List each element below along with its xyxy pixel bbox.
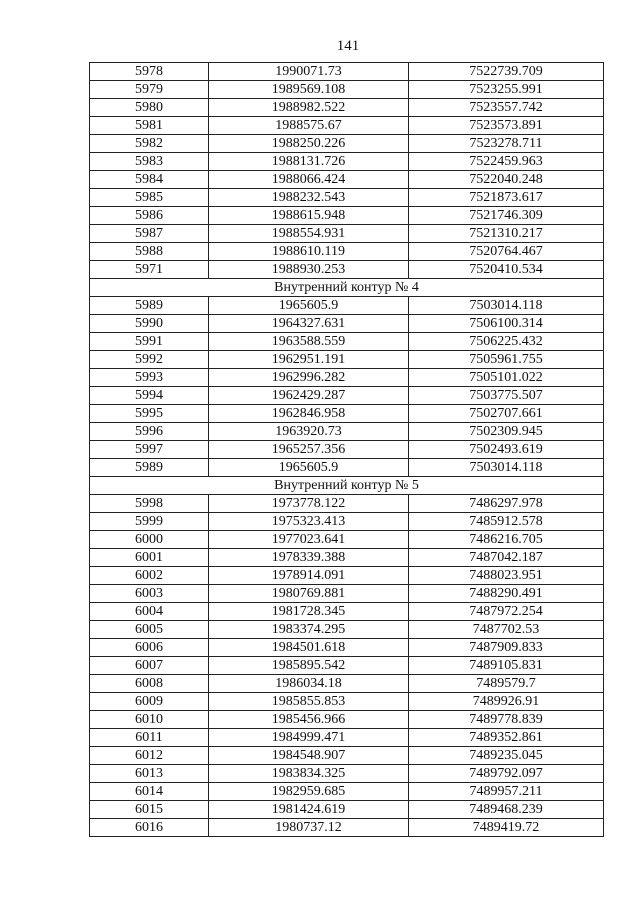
point-number-cell: 5984 xyxy=(90,171,209,189)
y-coordinate-cell: 7523557.742 xyxy=(409,99,604,117)
page-number: 141 xyxy=(336,38,360,54)
x-coordinate-cell: 1962846.958 xyxy=(209,405,409,423)
section-header-row xyxy=(90,477,604,495)
y-coordinate-cell: 7503775.507 xyxy=(409,387,604,405)
x-coordinate-cell: 1980737.12 xyxy=(209,819,409,837)
point-number-cell: 5990 xyxy=(90,315,209,333)
x-coordinate-cell: 1975323.413 xyxy=(209,513,409,531)
point-number-cell: 5992 xyxy=(90,351,209,369)
point-number-cell: 6000 xyxy=(90,531,209,549)
x-coordinate-cell: 1964327.631 xyxy=(209,315,409,333)
y-coordinate-cell: 7522459.963 xyxy=(409,153,604,171)
x-coordinate-cell: 1977023.641 xyxy=(209,531,409,549)
table-row xyxy=(90,801,604,819)
y-coordinate-cell: 7489105.831 xyxy=(409,657,604,675)
point-number-cell: 6011 xyxy=(90,729,209,747)
table-row xyxy=(90,351,604,369)
x-coordinate-cell: 1988131.726 xyxy=(209,153,409,171)
table-row xyxy=(90,405,604,423)
point-number-cell: 6014 xyxy=(90,783,209,801)
x-coordinate-cell: 1986034.18 xyxy=(209,675,409,693)
point-number-cell: 6005 xyxy=(90,621,209,639)
section-title: Внутренний контур № 5 xyxy=(90,477,604,495)
y-coordinate-cell: 7488023.951 xyxy=(409,567,604,585)
x-coordinate-cell: 1983834.325 xyxy=(209,765,409,783)
table-row xyxy=(90,549,604,567)
x-coordinate-cell: 1965605.9 xyxy=(209,297,409,315)
table-row xyxy=(90,315,604,333)
x-coordinate-cell: 1988250.226 xyxy=(209,135,409,153)
y-coordinate-cell: 7489468.239 xyxy=(409,801,604,819)
table-row xyxy=(90,99,604,117)
point-number-cell: 5980 xyxy=(90,99,209,117)
table-row xyxy=(90,783,604,801)
x-coordinate-cell: 1988930.253 xyxy=(209,261,409,279)
x-coordinate-cell: 1988575.67 xyxy=(209,117,409,135)
x-coordinate-cell: 1988066.424 xyxy=(209,171,409,189)
point-number-cell: 5989 xyxy=(90,297,209,315)
x-coordinate-cell: 1973778.122 xyxy=(209,495,409,513)
table-row xyxy=(90,207,604,225)
table-row xyxy=(90,171,604,189)
x-coordinate-cell: 1980769.881 xyxy=(209,585,409,603)
table-row xyxy=(90,819,604,837)
point-number-cell: 5982 xyxy=(90,135,209,153)
table-row xyxy=(90,675,604,693)
table-row xyxy=(90,603,604,621)
table-row xyxy=(90,693,604,711)
x-coordinate-cell: 1990071.73 xyxy=(209,63,409,81)
x-coordinate-cell: 1963920.73 xyxy=(209,423,409,441)
y-coordinate-cell: 7523573.891 xyxy=(409,117,604,135)
x-coordinate-cell: 1984548.907 xyxy=(209,747,409,765)
y-coordinate-cell: 7503014.118 xyxy=(409,459,604,477)
y-coordinate-cell: 7522739.709 xyxy=(409,63,604,81)
y-coordinate-cell: 7521310.217 xyxy=(409,225,604,243)
y-coordinate-cell: 7506100.314 xyxy=(409,315,604,333)
section-title: Внутренний контур № 4 xyxy=(90,279,604,297)
point-number-cell: 5993 xyxy=(90,369,209,387)
x-coordinate-cell: 1978914.091 xyxy=(209,567,409,585)
point-number-cell: 6009 xyxy=(90,693,209,711)
y-coordinate-cell: 7506225.432 xyxy=(409,333,604,351)
point-number-cell: 5991 xyxy=(90,333,209,351)
y-coordinate-cell: 7520764.467 xyxy=(409,243,604,261)
y-coordinate-cell: 7489579.7 xyxy=(409,675,604,693)
point-number-cell: 6015 xyxy=(90,801,209,819)
y-coordinate-cell: 7489792.097 xyxy=(409,765,604,783)
point-number-cell: 5979 xyxy=(90,81,209,99)
point-number-cell: 5978 xyxy=(90,63,209,81)
point-number-cell: 6003 xyxy=(90,585,209,603)
point-number-cell: 5983 xyxy=(90,153,209,171)
table-row xyxy=(90,765,604,783)
y-coordinate-cell: 7489235.045 xyxy=(409,747,604,765)
table-row xyxy=(90,621,604,639)
table-row xyxy=(90,63,604,81)
x-coordinate-cell: 1965257.356 xyxy=(209,441,409,459)
y-coordinate-cell: 7505101.022 xyxy=(409,369,604,387)
x-coordinate-cell: 1988610.119 xyxy=(209,243,409,261)
table-row xyxy=(90,747,604,765)
x-coordinate-cell: 1988554.931 xyxy=(209,225,409,243)
y-coordinate-cell: 7489778.839 xyxy=(409,711,604,729)
table-row xyxy=(90,567,604,585)
table-row xyxy=(90,333,604,351)
point-number-cell: 5995 xyxy=(90,405,209,423)
x-coordinate-cell: 1988982.522 xyxy=(209,99,409,117)
coordinates-table xyxy=(89,62,604,837)
table-row xyxy=(90,729,604,747)
point-number-cell: 6010 xyxy=(90,711,209,729)
x-coordinate-cell: 1985855.853 xyxy=(209,693,409,711)
y-coordinate-cell: 7521873.617 xyxy=(409,189,604,207)
table-row xyxy=(90,423,604,441)
x-coordinate-cell: 1981728.345 xyxy=(209,603,409,621)
x-coordinate-cell: 1962996.282 xyxy=(209,369,409,387)
y-coordinate-cell: 7521746.309 xyxy=(409,207,604,225)
y-coordinate-cell: 7505961.755 xyxy=(409,351,604,369)
x-coordinate-cell: 1988232.543 xyxy=(209,189,409,207)
table-row xyxy=(90,459,604,477)
y-coordinate-cell: 7503014.118 xyxy=(409,297,604,315)
table-row xyxy=(90,369,604,387)
point-number-cell: 6008 xyxy=(90,675,209,693)
point-number-cell: 6012 xyxy=(90,747,209,765)
point-number-cell: 5981 xyxy=(90,117,209,135)
table-row xyxy=(90,441,604,459)
y-coordinate-cell: 7487042.187 xyxy=(409,549,604,567)
y-coordinate-cell: 7488290.491 xyxy=(409,585,604,603)
y-coordinate-cell: 7502309.945 xyxy=(409,423,604,441)
x-coordinate-cell: 1983374.295 xyxy=(209,621,409,639)
point-number-cell: 5994 xyxy=(90,387,209,405)
y-coordinate-cell: 7489957.211 xyxy=(409,783,604,801)
y-coordinate-cell: 7489926.91 xyxy=(409,693,604,711)
point-number-cell: 5985 xyxy=(90,189,209,207)
table-row xyxy=(90,495,604,513)
x-coordinate-cell: 1982959.685 xyxy=(209,783,409,801)
y-coordinate-cell: 7523278.711 xyxy=(409,135,604,153)
x-coordinate-cell: 1984999.471 xyxy=(209,729,409,747)
point-number-cell: 6002 xyxy=(90,567,209,585)
point-number-cell: 5988 xyxy=(90,243,209,261)
y-coordinate-cell: 7487972.254 xyxy=(409,603,604,621)
section-header-row xyxy=(90,279,604,297)
point-number-cell: 6007 xyxy=(90,657,209,675)
x-coordinate-cell: 1978339.388 xyxy=(209,549,409,567)
table-row xyxy=(90,531,604,549)
table-row xyxy=(90,261,604,279)
point-number-cell: 6004 xyxy=(90,603,209,621)
y-coordinate-cell: 7523255.991 xyxy=(409,81,604,99)
table-row xyxy=(90,225,604,243)
x-coordinate-cell: 1965605.9 xyxy=(209,459,409,477)
point-number-cell: 5989 xyxy=(90,459,209,477)
point-number-cell: 6001 xyxy=(90,549,209,567)
x-coordinate-cell: 1981424.619 xyxy=(209,801,409,819)
x-coordinate-cell: 1963588.559 xyxy=(209,333,409,351)
table-row xyxy=(90,189,604,207)
point-number-cell: 5986 xyxy=(90,207,209,225)
table-row xyxy=(90,135,604,153)
y-coordinate-cell: 7502707.661 xyxy=(409,405,604,423)
x-coordinate-cell: 1984501.618 xyxy=(209,639,409,657)
x-coordinate-cell: 1962951.191 xyxy=(209,351,409,369)
point-number-cell: 6016 xyxy=(90,819,209,837)
table-row xyxy=(90,585,604,603)
y-coordinate-cell: 7486297.978 xyxy=(409,495,604,513)
table-row xyxy=(90,711,604,729)
table-row xyxy=(90,639,604,657)
point-number-cell: 6013 xyxy=(90,765,209,783)
table-row xyxy=(90,243,604,261)
point-number-cell: 5998 xyxy=(90,495,209,513)
x-coordinate-cell: 1962429.287 xyxy=(209,387,409,405)
x-coordinate-cell: 1989569.108 xyxy=(209,81,409,99)
table-row xyxy=(90,297,604,315)
table-row xyxy=(90,153,604,171)
table-row xyxy=(90,81,604,99)
y-coordinate-cell: 7489419.72 xyxy=(409,819,604,837)
point-number-cell: 5997 xyxy=(90,441,209,459)
point-number-cell: 5999 xyxy=(90,513,209,531)
y-coordinate-cell: 7522040.248 xyxy=(409,171,604,189)
x-coordinate-cell: 1985895.542 xyxy=(209,657,409,675)
point-number-cell: 5996 xyxy=(90,423,209,441)
table-row xyxy=(90,513,604,531)
point-number-cell: 6006 xyxy=(90,639,209,657)
x-coordinate-cell: 1988615.948 xyxy=(209,207,409,225)
table-row xyxy=(90,657,604,675)
x-coordinate-cell: 1985456.966 xyxy=(209,711,409,729)
y-coordinate-cell: 7486216.705 xyxy=(409,531,604,549)
table-row xyxy=(90,117,604,135)
y-coordinate-cell: 7487909.833 xyxy=(409,639,604,657)
y-coordinate-cell: 7489352.861 xyxy=(409,729,604,747)
y-coordinate-cell: 7485912.578 xyxy=(409,513,604,531)
table-row xyxy=(90,387,604,405)
y-coordinate-cell: 7502493.619 xyxy=(409,441,604,459)
point-number-cell: 5987 xyxy=(90,225,209,243)
y-coordinate-cell: 7487702.53 xyxy=(409,621,604,639)
y-coordinate-cell: 7520410.534 xyxy=(409,261,604,279)
point-number-cell: 5971 xyxy=(90,261,209,279)
coordinates-table-body xyxy=(90,63,604,837)
